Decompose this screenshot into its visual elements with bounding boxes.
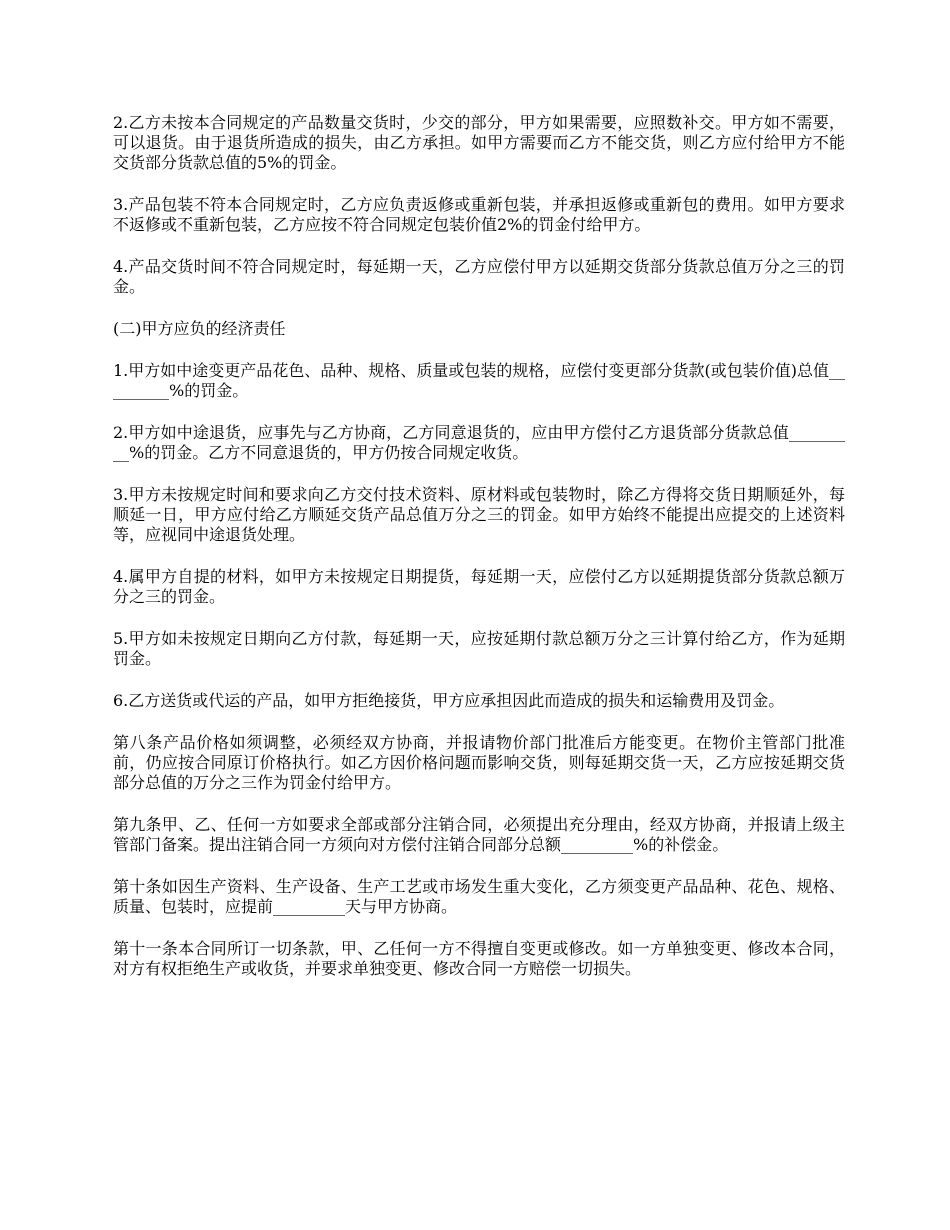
clause-paragraph: 6.乙方送货或代运的产品，如甲方拒绝接货，甲方应承担因此而造成的损失和运输费用及罚金。 [113, 691, 785, 710]
section-heading: (二)甲方应负的经济责任 [113, 319, 286, 338]
clause-paragraph: 4.产品交货时间不符合同规定时，每延期一天，乙方应偿付甲方以延期交货部分货款总值万分之三的罚金。 [113, 257, 845, 296]
article-8-paragraph: 第八条产品价格如须调整，必须经双方协商，并报请物价部门批准后方能变更。在物价主管部门批准前，仍应按合同原订价格执行。如乙方因价格问题而影响交货，则每延期交货一天，乙方应按延期交货部分总值的万分之三作为罚金付给甲方。 [113, 733, 845, 792]
clause-paragraph: 2.乙方未按本合同规定的产品数量交货时，少交的部分，甲方如果需要，应照数补交。甲方如不需要，可以退货。由于退货所造成的损失，由乙方承担。如甲方需要而乙方不能交货，则乙方应付给甲方不能交货部分货款总值的5%的罚金。 [113, 113, 845, 172]
clause-paragraph: 2.甲方如中途退货，应事先与乙方协商，乙方同意退货的，应由甲方偿付乙方退货部分货款总值_________%的罚金。乙方不同意退货的，甲方仍按合同规定收货。 [113, 423, 845, 462]
article-11-paragraph: 第十一条本合同所订一切条款，甲、乙任何一方不得擅自变更或修改。如一方单独变更、修改本合同，对方有权拒绝生产或收货，并要求单独变更、修改合同一方赔偿一切损失。 [113, 939, 845, 978]
clause-paragraph: 4.属甲方自提的材料，如甲方未按规定日期提货，每延期一天，应偿付乙方以延期提货部分货款总额万分之三的罚金。 [113, 567, 845, 606]
clause-paragraph: 5.甲方如未按规定日期向乙方付款，每延期一天，应按延期付款总额万分之三计算付给乙方，作为延期罚金。 [113, 629, 845, 668]
document-body [113, 113, 845, 1001]
clause-paragraph: 3.甲方未按规定时间和要求向乙方交付技术资料、原材料或包装物时，除乙方得将交货日期顺延外，每顺延一日，甲方应付给乙方顺延交货产品总值万分之三的罚金。如甲方始终不能提出应提交的上述资料等，应视同中途退货处理。 [113, 485, 845, 544]
article-9-paragraph: 第九条甲、乙、任何一方如要求全部或部分注销合同，必须提出充分理由，经双方协商，并报请上级主管部门备案。提出注销合同一方须向对方偿付注销合同部分总额_________%的补偿金。 [113, 815, 845, 854]
clause-paragraph: 3.产品包装不符本合同规定时，乙方应负责返修或重新包装，并承担返修或重新包的费用。如甲方要求不返修或不重新包装，乙方应按不符合同规定包装价值2%的罚金付给甲方。 [113, 195, 845, 234]
article-10-paragraph: 第十条如因生产资料、生产设备、生产工艺或市场发生重大变化，乙方须变更产品品种、花色、规格、质量、包装时，应提前_________天与甲方协商。 [113, 877, 845, 916]
clause-paragraph: 1.甲方如中途变更产品花色、品种、规格、质量或包装的规格，应偿付变更部分货款(或包装价值)总值_________%的罚金。 [113, 361, 845, 400]
